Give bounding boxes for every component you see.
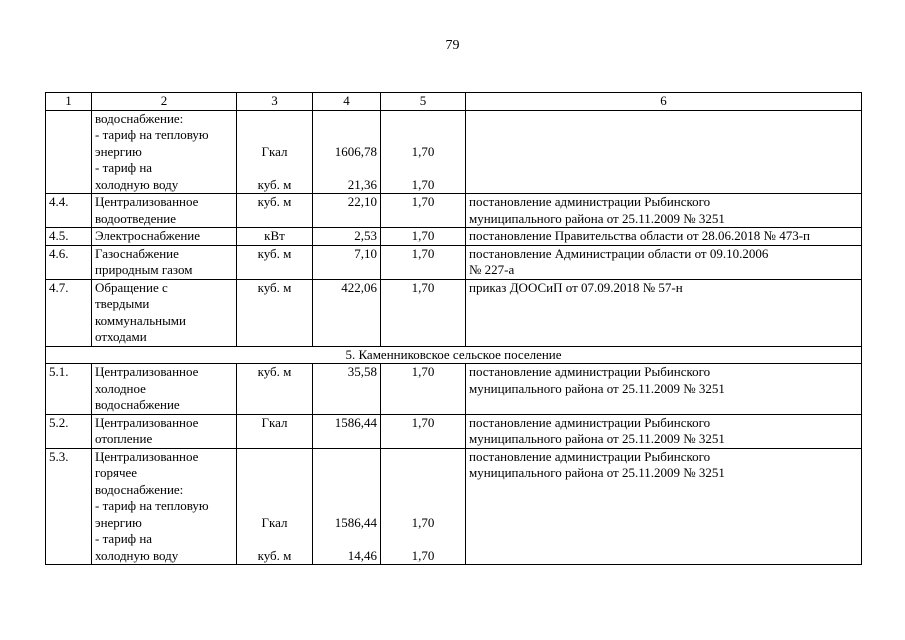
table-row — [46, 279, 862, 346]
cell-line: 4.6. — [49, 245, 69, 261]
cell-line — [384, 127, 462, 144]
index-cell — [381, 448, 466, 565]
cell-line: холодное — [95, 380, 146, 396]
cell-line: - тариф на тепловую — [95, 498, 209, 513]
cell-line — [316, 465, 377, 482]
cell-line: куб. м — [257, 245, 292, 261]
section-header-row — [46, 346, 862, 364]
legal-act-cell — [466, 228, 862, 246]
cell-line: 35,58 — [347, 364, 377, 379]
cell-line: Гкал — [261, 514, 288, 530]
service-name-cell — [92, 414, 237, 448]
unit-cell — [237, 245, 313, 279]
cell-line: 5.3. — [49, 448, 69, 464]
header-cell: 4 — [313, 93, 381, 111]
index-cell — [381, 364, 466, 415]
header-cell: 5 — [381, 93, 466, 111]
unit-cell — [237, 448, 313, 565]
cell-line: 4.7. — [49, 279, 69, 295]
index-cell — [381, 228, 466, 246]
cell-line: постановление администрации Рыбинского — [469, 364, 711, 379]
cell-line: 1,70 — [411, 228, 435, 243]
cell-line: постановление администрации Рыбинского — [469, 414, 711, 430]
row-number-cell — [46, 194, 92, 228]
cell-line — [316, 160, 377, 177]
tariff-value-cell — [313, 364, 381, 415]
cell-line: постановление администрации Рыбинского — [469, 194, 711, 209]
cell-line — [384, 531, 462, 548]
index-cell — [381, 110, 466, 194]
tariff-table-body — [46, 93, 862, 565]
cell-line: муниципального района от 25.11.2009 № 3251 — [469, 210, 725, 226]
cell-line: 1,70 — [411, 245, 435, 261]
table-row — [46, 194, 862, 228]
cell-line — [240, 127, 309, 144]
table-row — [46, 448, 862, 565]
cell-line: 2,53 — [354, 228, 377, 243]
tariff-value-cell — [313, 279, 381, 346]
cell-line: 4.5. — [49, 228, 69, 243]
cell-line: 1,70 — [411, 176, 435, 192]
cell-line: Электроснабжение — [95, 228, 201, 243]
cell-line: постановление Правительства области от 28.06.2018 № 473-п — [469, 228, 810, 243]
cell-line — [469, 111, 858, 128]
cell-line: Гкал — [261, 143, 288, 159]
cell-line: горячее — [95, 465, 138, 480]
header-cell: 3 — [237, 93, 313, 111]
cell-line — [240, 449, 309, 466]
header-cell: 1 — [46, 93, 92, 111]
cell-line: 1,70 — [411, 414, 435, 430]
cell-line — [384, 482, 462, 499]
cell-line: 1,70 — [411, 364, 435, 379]
cell-line: 5.1. — [49, 364, 69, 379]
unit-cell — [237, 110, 313, 194]
cell-line: - тариф на — [95, 531, 153, 546]
cell-line: № 227-а — [469, 262, 515, 277]
legal-act-cell — [466, 364, 862, 415]
row-number-cell — [46, 414, 92, 448]
legal-act-cell — [466, 414, 862, 448]
table-row — [46, 110, 862, 194]
page-number: 79 — [445, 38, 460, 53]
cell-line: холодную воду — [95, 547, 179, 563]
cell-line — [49, 111, 88, 128]
row-number-cell — [46, 245, 92, 279]
cell-line — [240, 531, 309, 548]
row-number-cell — [46, 448, 92, 565]
cell-line: приказ ДООСиП от 07.09.2018 № 57-н — [469, 279, 683, 295]
cell-line — [240, 465, 309, 482]
cell-line — [316, 127, 377, 144]
cell-line: куб. м — [257, 547, 292, 563]
header-row — [46, 93, 862, 111]
cell-line: отопление — [95, 431, 153, 446]
cell-line: водоснабжение: — [95, 481, 184, 497]
section-title: 5. Каменниковское сельское поселение — [46, 346, 862, 364]
cell-line: Централизованное — [95, 414, 199, 430]
unit-cell — [237, 364, 313, 415]
service-name-cell — [92, 245, 237, 279]
legal-act-cell — [466, 245, 862, 279]
cell-line: 5.2. — [49, 414, 69, 430]
cell-line — [316, 111, 377, 128]
legal-act-cell — [466, 194, 862, 228]
service-name-cell — [92, 228, 237, 246]
cell-line: муниципального района от 25.11.2009 № 3251 — [469, 431, 725, 446]
cell-line: водоотведение — [95, 210, 177, 226]
cell-line: 14,46 — [347, 547, 377, 563]
cell-line: 1,70 — [411, 194, 435, 209]
tariff-value-cell — [313, 448, 381, 565]
index-cell — [381, 279, 466, 346]
cell-line: куб. м — [257, 194, 292, 209]
cell-line: Централизованное — [95, 364, 199, 379]
cell-line — [316, 498, 377, 515]
cell-line: водоснабжение — [95, 397, 180, 412]
cell-line: куб. м — [257, 176, 292, 192]
cell-line: 1,70 — [411, 143, 435, 159]
service-name-cell — [92, 279, 237, 346]
cell-line — [316, 531, 377, 548]
tariff-value-cell — [313, 110, 381, 194]
tariff-value-cell — [313, 194, 381, 228]
cell-line — [240, 160, 309, 177]
cell-line: 422,06 — [341, 279, 377, 295]
row-number-cell — [46, 110, 92, 194]
cell-line: коммунальными — [95, 312, 186, 328]
tariff-value-cell — [313, 245, 381, 279]
cell-line: Централизованное — [95, 448, 199, 464]
header-cell: 2 — [92, 93, 237, 111]
row-number-cell — [46, 279, 92, 346]
table-row — [46, 228, 862, 246]
cell-line: Обращение с — [95, 279, 168, 295]
cell-line: муниципального района от 25.11.2009 № 3251 — [469, 465, 725, 480]
cell-line: природным газом — [95, 262, 193, 277]
cell-line: постановление Администрации области от 09.10.2006 — [469, 245, 769, 261]
cell-line — [384, 465, 462, 482]
legal-act-cell — [466, 279, 862, 346]
cell-line — [240, 482, 309, 499]
cell-line: - тариф на тепловую — [95, 127, 209, 142]
tariff-value-cell — [313, 414, 381, 448]
cell-line — [384, 449, 462, 466]
cell-line: 21,36 — [347, 176, 377, 192]
cell-line: энергию — [95, 514, 142, 530]
cell-line — [240, 111, 309, 128]
index-cell — [381, 194, 466, 228]
cell-line: - тариф на — [95, 160, 153, 175]
cell-line: 22,10 — [347, 194, 377, 209]
cell-line: водоснабжение: — [95, 110, 184, 126]
cell-line: Централизованное — [95, 194, 199, 209]
index-cell — [381, 414, 466, 448]
tariff-value-cell — [313, 228, 381, 246]
cell-line: куб. м — [257, 279, 292, 295]
legal-act-cell — [466, 110, 862, 194]
cell-line: 1586,44 — [334, 514, 377, 530]
header-cell: 6 — [466, 93, 862, 111]
legal-act-cell — [466, 448, 862, 565]
service-name-cell — [92, 194, 237, 228]
cell-line: 1,70 — [411, 279, 435, 295]
unit-cell — [237, 228, 313, 246]
cell-line: постановление администрации Рыбинского — [469, 448, 711, 464]
cell-line: 7,10 — [354, 245, 377, 261]
table-row — [46, 245, 862, 279]
cell-line: 1,70 — [411, 547, 435, 563]
row-number-cell — [46, 228, 92, 246]
cell-line — [240, 498, 309, 515]
table-row — [46, 414, 862, 448]
cell-line: холодную воду — [95, 176, 179, 192]
cell-line: 4.4. — [49, 194, 69, 209]
cell-line: куб. м — [257, 364, 292, 379]
cell-line — [384, 111, 462, 128]
cell-line: 1606,78 — [334, 143, 377, 159]
cell-line: 1586,44 — [334, 414, 377, 430]
cell-line: 1,70 — [411, 514, 435, 530]
cell-line — [384, 498, 462, 515]
unit-cell — [237, 279, 313, 346]
cell-line: Газоснабжение — [95, 245, 179, 261]
unit-cell — [237, 194, 313, 228]
cell-line: кВт — [264, 228, 285, 243]
row-number-cell — [46, 364, 92, 415]
cell-line — [316, 449, 377, 466]
cell-line: отходами — [95, 329, 147, 344]
cell-line: Гкал — [261, 414, 288, 430]
service-name-cell — [92, 110, 237, 194]
cell-line — [316, 482, 377, 499]
table-row — [46, 364, 862, 415]
cell-line: муниципального района от 25.11.2009 № 3251 — [469, 380, 725, 396]
cell-line: твердыми — [95, 296, 150, 311]
tariff-table — [45, 92, 862, 565]
unit-cell — [237, 414, 313, 448]
service-name-cell — [92, 448, 237, 565]
cell-line — [384, 160, 462, 177]
index-cell — [381, 245, 466, 279]
cell-line: энергию — [95, 143, 142, 159]
service-name-cell — [92, 364, 237, 415]
